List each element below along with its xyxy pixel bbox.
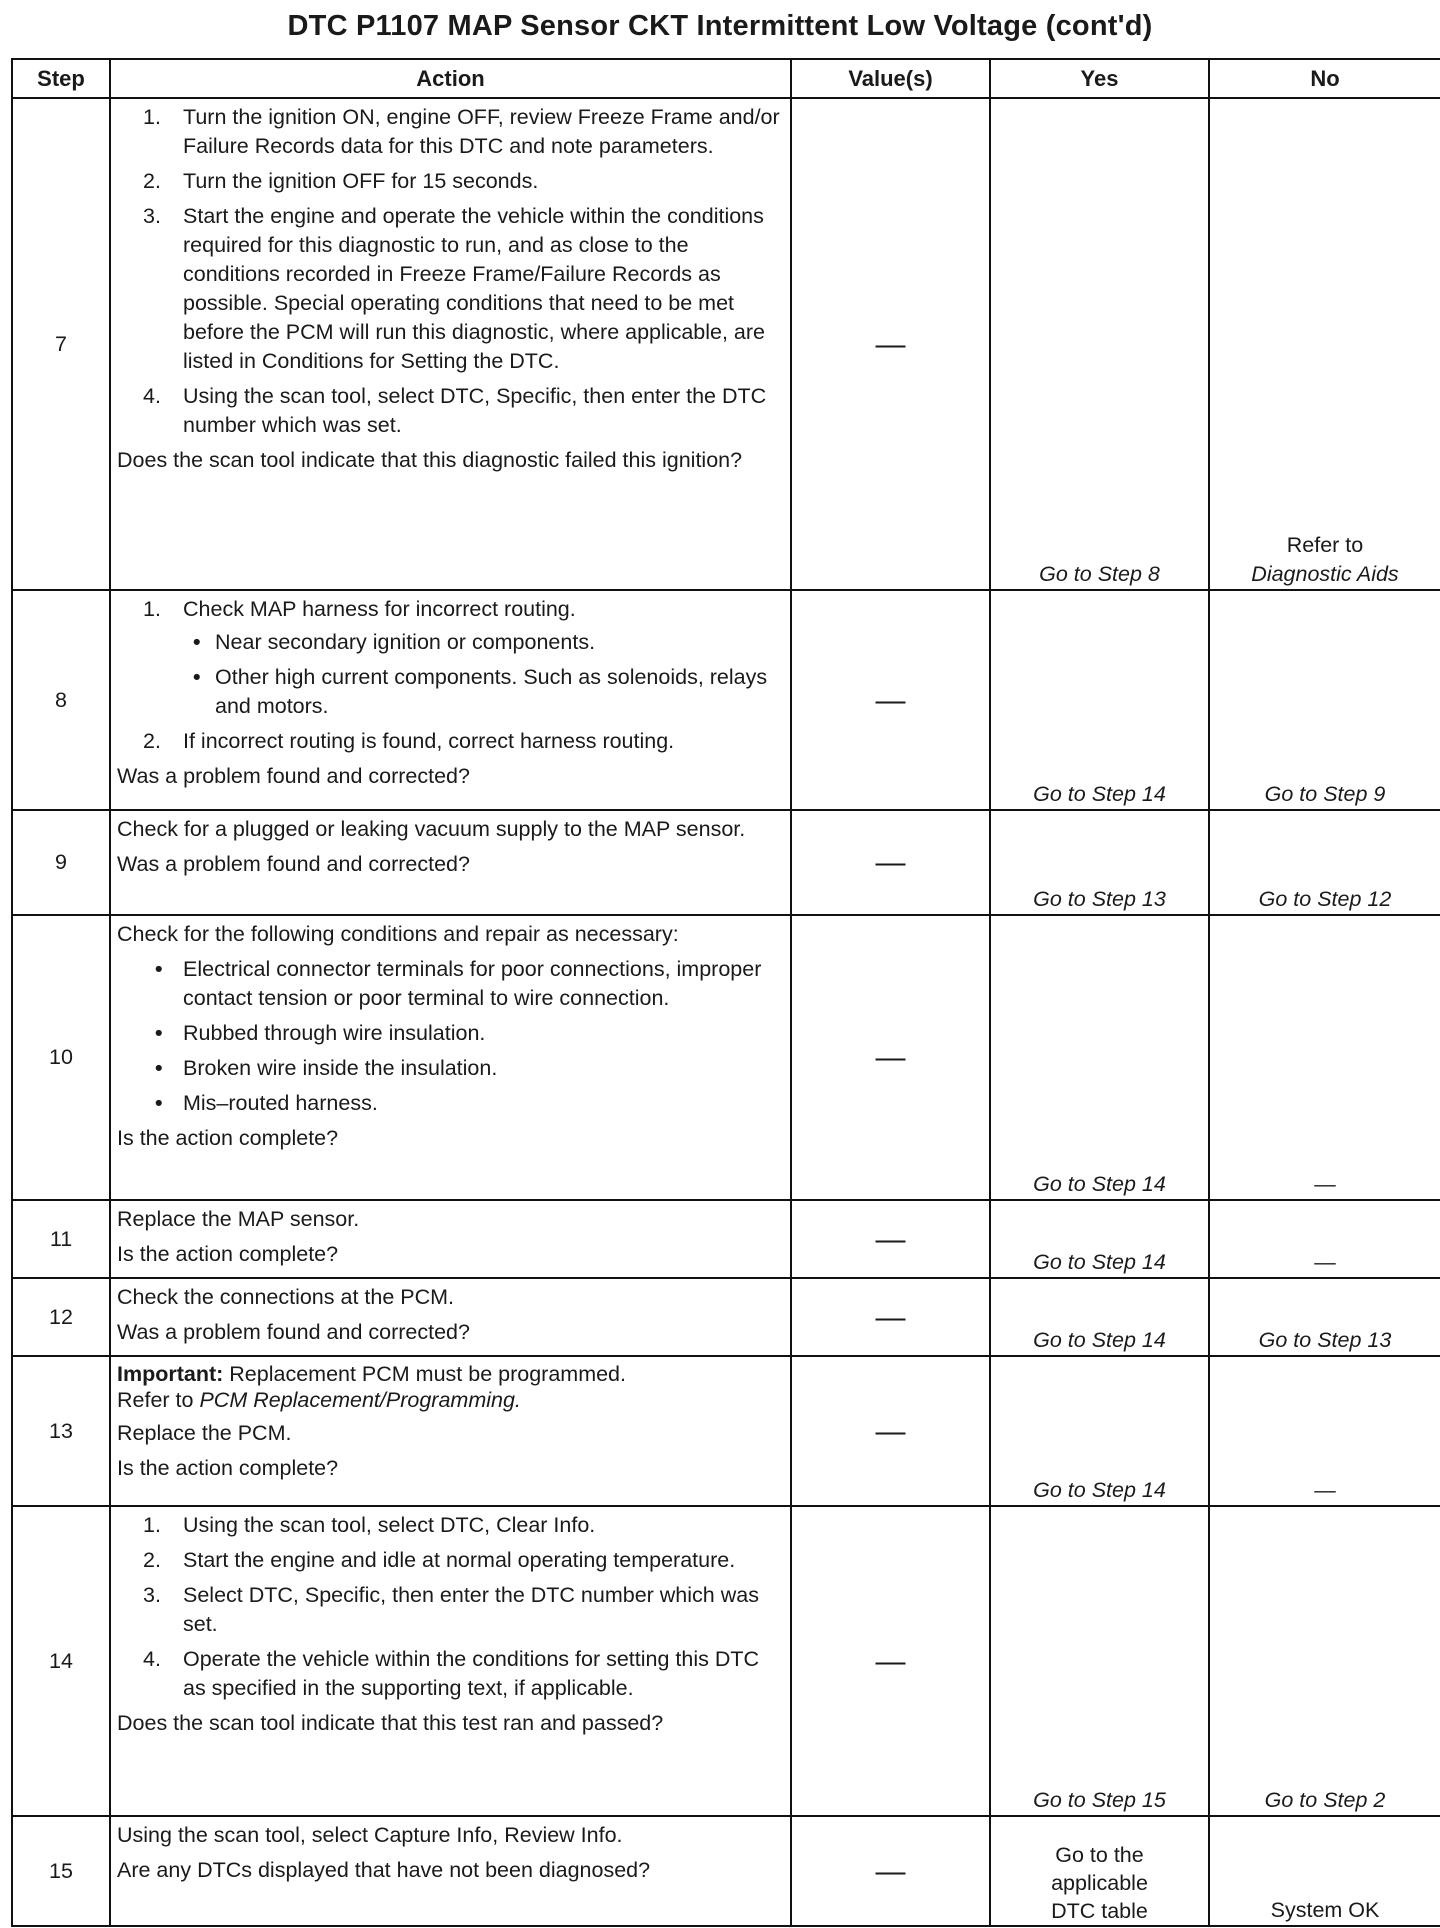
bullet-item: • Broken wire inside the insulation.: [155, 1056, 498, 1080]
action-text: Check the connections at the PCM.: [117, 1285, 455, 1309]
action-step: 2. If incorrect routing is found, correct harness routing.: [143, 729, 675, 753]
table-row: [12, 810, 1440, 915]
action-cell: [110, 98, 791, 590]
action-cell: [110, 915, 791, 1200]
value-cell: —: [791, 1506, 990, 1816]
yes-text-line: DTC table: [1051, 1899, 1148, 1923]
step-number: 14: [12, 1506, 110, 1816]
table-row: [12, 98, 1440, 590]
action-step: 2. Turn the ignition OFF for 15 seconds.: [143, 169, 539, 193]
action-question: Does the scan tool indicate that this diagnostic failed this ignition?: [117, 448, 743, 472]
action-steps: [117, 103, 782, 440]
refer-link: PCM Replacement/Programming.: [199, 1388, 521, 1412]
yes-cell: [990, 1816, 1209, 1926]
action-steps: [117, 595, 782, 756]
table-row: [12, 915, 1440, 1200]
value-cell: —: [791, 1816, 990, 1926]
action-step: 4. Using the scan tool, select DTC, Specific, then enter the DTC number which was set.: [143, 384, 767, 437]
action-cell: [110, 810, 791, 915]
action-question: Are any DTCs displayed that have not been diagnosed?: [117, 1858, 651, 1882]
yes-cell: Go to Step 14: [990, 1356, 1209, 1506]
yes-text-line: Go to the: [1055, 1843, 1144, 1867]
yes-cell: Go to Step 8: [990, 98, 1209, 590]
bullet-list: [183, 628, 782, 721]
bullet-item: • Electrical connector terminals for poor connections, improper contact tension or poor terminal to wire connection.: [155, 957, 762, 1010]
action-cell: [110, 1200, 791, 1278]
action-cell: [110, 1356, 791, 1506]
action-text: Replace the PCM.: [117, 1421, 292, 1445]
yes-text-line: applicable: [1051, 1871, 1148, 1895]
table-header-row: [12, 59, 1440, 98]
action-question: Is the action complete?: [117, 1242, 339, 1266]
page-title: DTC P1107 MAP Sensor CKT Intermittent Low Voltage (cont'd): [287, 10, 1153, 42]
step-number: 7: [12, 98, 110, 590]
no-cell: Go to Step 12: [1209, 810, 1440, 915]
important-text: Replacement PCM must be programmed.: [229, 1362, 626, 1386]
value-cell: —: [791, 1200, 990, 1278]
no-cell: System OK: [1209, 1816, 1440, 1926]
value-cell: —: [791, 590, 990, 810]
step-number: 9: [12, 810, 110, 915]
value-cell: —: [791, 1278, 990, 1356]
no-cell: [1209, 98, 1440, 590]
action-cell: [110, 1278, 791, 1356]
step-number: 15: [12, 1816, 110, 1926]
header-no: No: [1209, 59, 1440, 98]
header-yes: Yes: [990, 59, 1209, 98]
important-note: [117, 1361, 782, 1413]
step-number: 13: [12, 1356, 110, 1506]
header-step: Step: [12, 59, 110, 98]
value-cell: —: [791, 98, 990, 590]
yes-cell: Go to Step 14: [990, 1278, 1209, 1356]
action-step: 2. Start the engine and idle at normal operating temperature.: [143, 1548, 736, 1572]
action-step: 1. Turn the ignition ON, engine OFF, review Freeze Frame and/or Failure Records data for this DTC and note parameters.: [143, 105, 780, 158]
value-cell: —: [791, 810, 990, 915]
action-text: Check for the following conditions and repair as necessary:: [117, 922, 679, 946]
table-row: [12, 1200, 1440, 1278]
action-steps: [117, 1511, 782, 1703]
step-number: 10: [12, 915, 110, 1200]
table-row: [12, 1506, 1440, 1816]
action-cell: [110, 590, 791, 810]
no-cell: Go to Step 9: [1209, 590, 1440, 810]
action-step: 1. Using the scan tool, select DTC, Clear Info.: [143, 1513, 596, 1537]
yes-cell: Go to Step 14: [990, 590, 1209, 810]
action-question: Was a problem found and corrected?: [117, 1320, 470, 1344]
action-text: Using the scan tool, select Capture Info, Review Info.: [117, 1823, 623, 1847]
bullet-list: [117, 955, 782, 1118]
bullet-item: • Rubbed through wire insulation.: [155, 1021, 486, 1045]
action-cell: [110, 1816, 791, 1926]
action-question: Is the action complete?: [117, 1456, 339, 1480]
action-question: Is the action complete?: [117, 1126, 339, 1150]
yes-cell: Go to Step 14: [990, 1200, 1209, 1278]
table-row: [12, 590, 1440, 810]
action-question: Was a problem found and corrected?: [117, 852, 470, 876]
value-cell: —: [791, 1356, 990, 1506]
action-question: Was a problem found and corrected?: [117, 764, 470, 788]
bullet-item: • Mis–routed harness.: [155, 1091, 378, 1115]
no-cell: —: [1209, 915, 1440, 1200]
refer-prefix: Refer to: [117, 1388, 194, 1412]
action-step: 4. Operate the vehicle within the conditions for setting this DTC as specified in the supporting text, if applicable.: [143, 1647, 760, 1700]
step-number: 12: [12, 1278, 110, 1356]
bullet-item: • Near secondary ignition or components.: [193, 630, 596, 654]
value-cell: —: [791, 915, 990, 1200]
yes-cell: Go to Step 14: [990, 915, 1209, 1200]
important-label: Important:: [117, 1362, 224, 1386]
table-row: [12, 1356, 1440, 1506]
table-row: [12, 1278, 1440, 1356]
no-cell: Go to Step 2: [1209, 1506, 1440, 1816]
no-cell: Go to Step 13: [1209, 1278, 1440, 1356]
table-row: [12, 1816, 1440, 1926]
diagnostic-table: [11, 58, 1440, 1927]
no-cell: —: [1209, 1200, 1440, 1278]
yes-cell: Go to Step 13: [990, 810, 1209, 915]
step-number: 8: [12, 590, 110, 810]
step-number: 11: [12, 1200, 110, 1278]
bullet-item: • Other high current components. Such as solenoids, relays and motors.: [193, 665, 768, 718]
action-step: 3. Select DTC, Specific, then enter the DTC number which was set.: [143, 1583, 759, 1636]
header-values: Value(s): [791, 59, 990, 98]
no-text-line: Refer to: [1286, 533, 1364, 557]
action-text: Replace the MAP sensor.: [117, 1207, 360, 1231]
action-cell: [110, 1506, 791, 1816]
action-question: Does the scan tool indicate that this test ran and passed?: [117, 1711, 664, 1735]
header-action: Action: [110, 59, 791, 98]
action-step: 1. Check MAP harness for incorrect routing. • Near secondary ignition or components. • Other high current components. Such as solenoids, relays and motors.: [117, 595, 782, 721]
no-text-line: Diagnostic Aids: [1251, 562, 1399, 586]
action-text: Check for a plugged or leaking vacuum supply to the MAP sensor.: [117, 817, 746, 841]
no-cell: —: [1209, 1356, 1440, 1506]
action-step: 3. Start the engine and operate the vehicle within the conditions required for this diagnostic to run, and as close to the conditions recorded in Freeze Frame/Failure Records as possible. Special operating conditions that need to be met before the PCM will run this diagnostic, where applicable, are listed in Conditions for Setting the DTC.: [143, 204, 765, 373]
yes-cell: Go to Step 15: [990, 1506, 1209, 1816]
